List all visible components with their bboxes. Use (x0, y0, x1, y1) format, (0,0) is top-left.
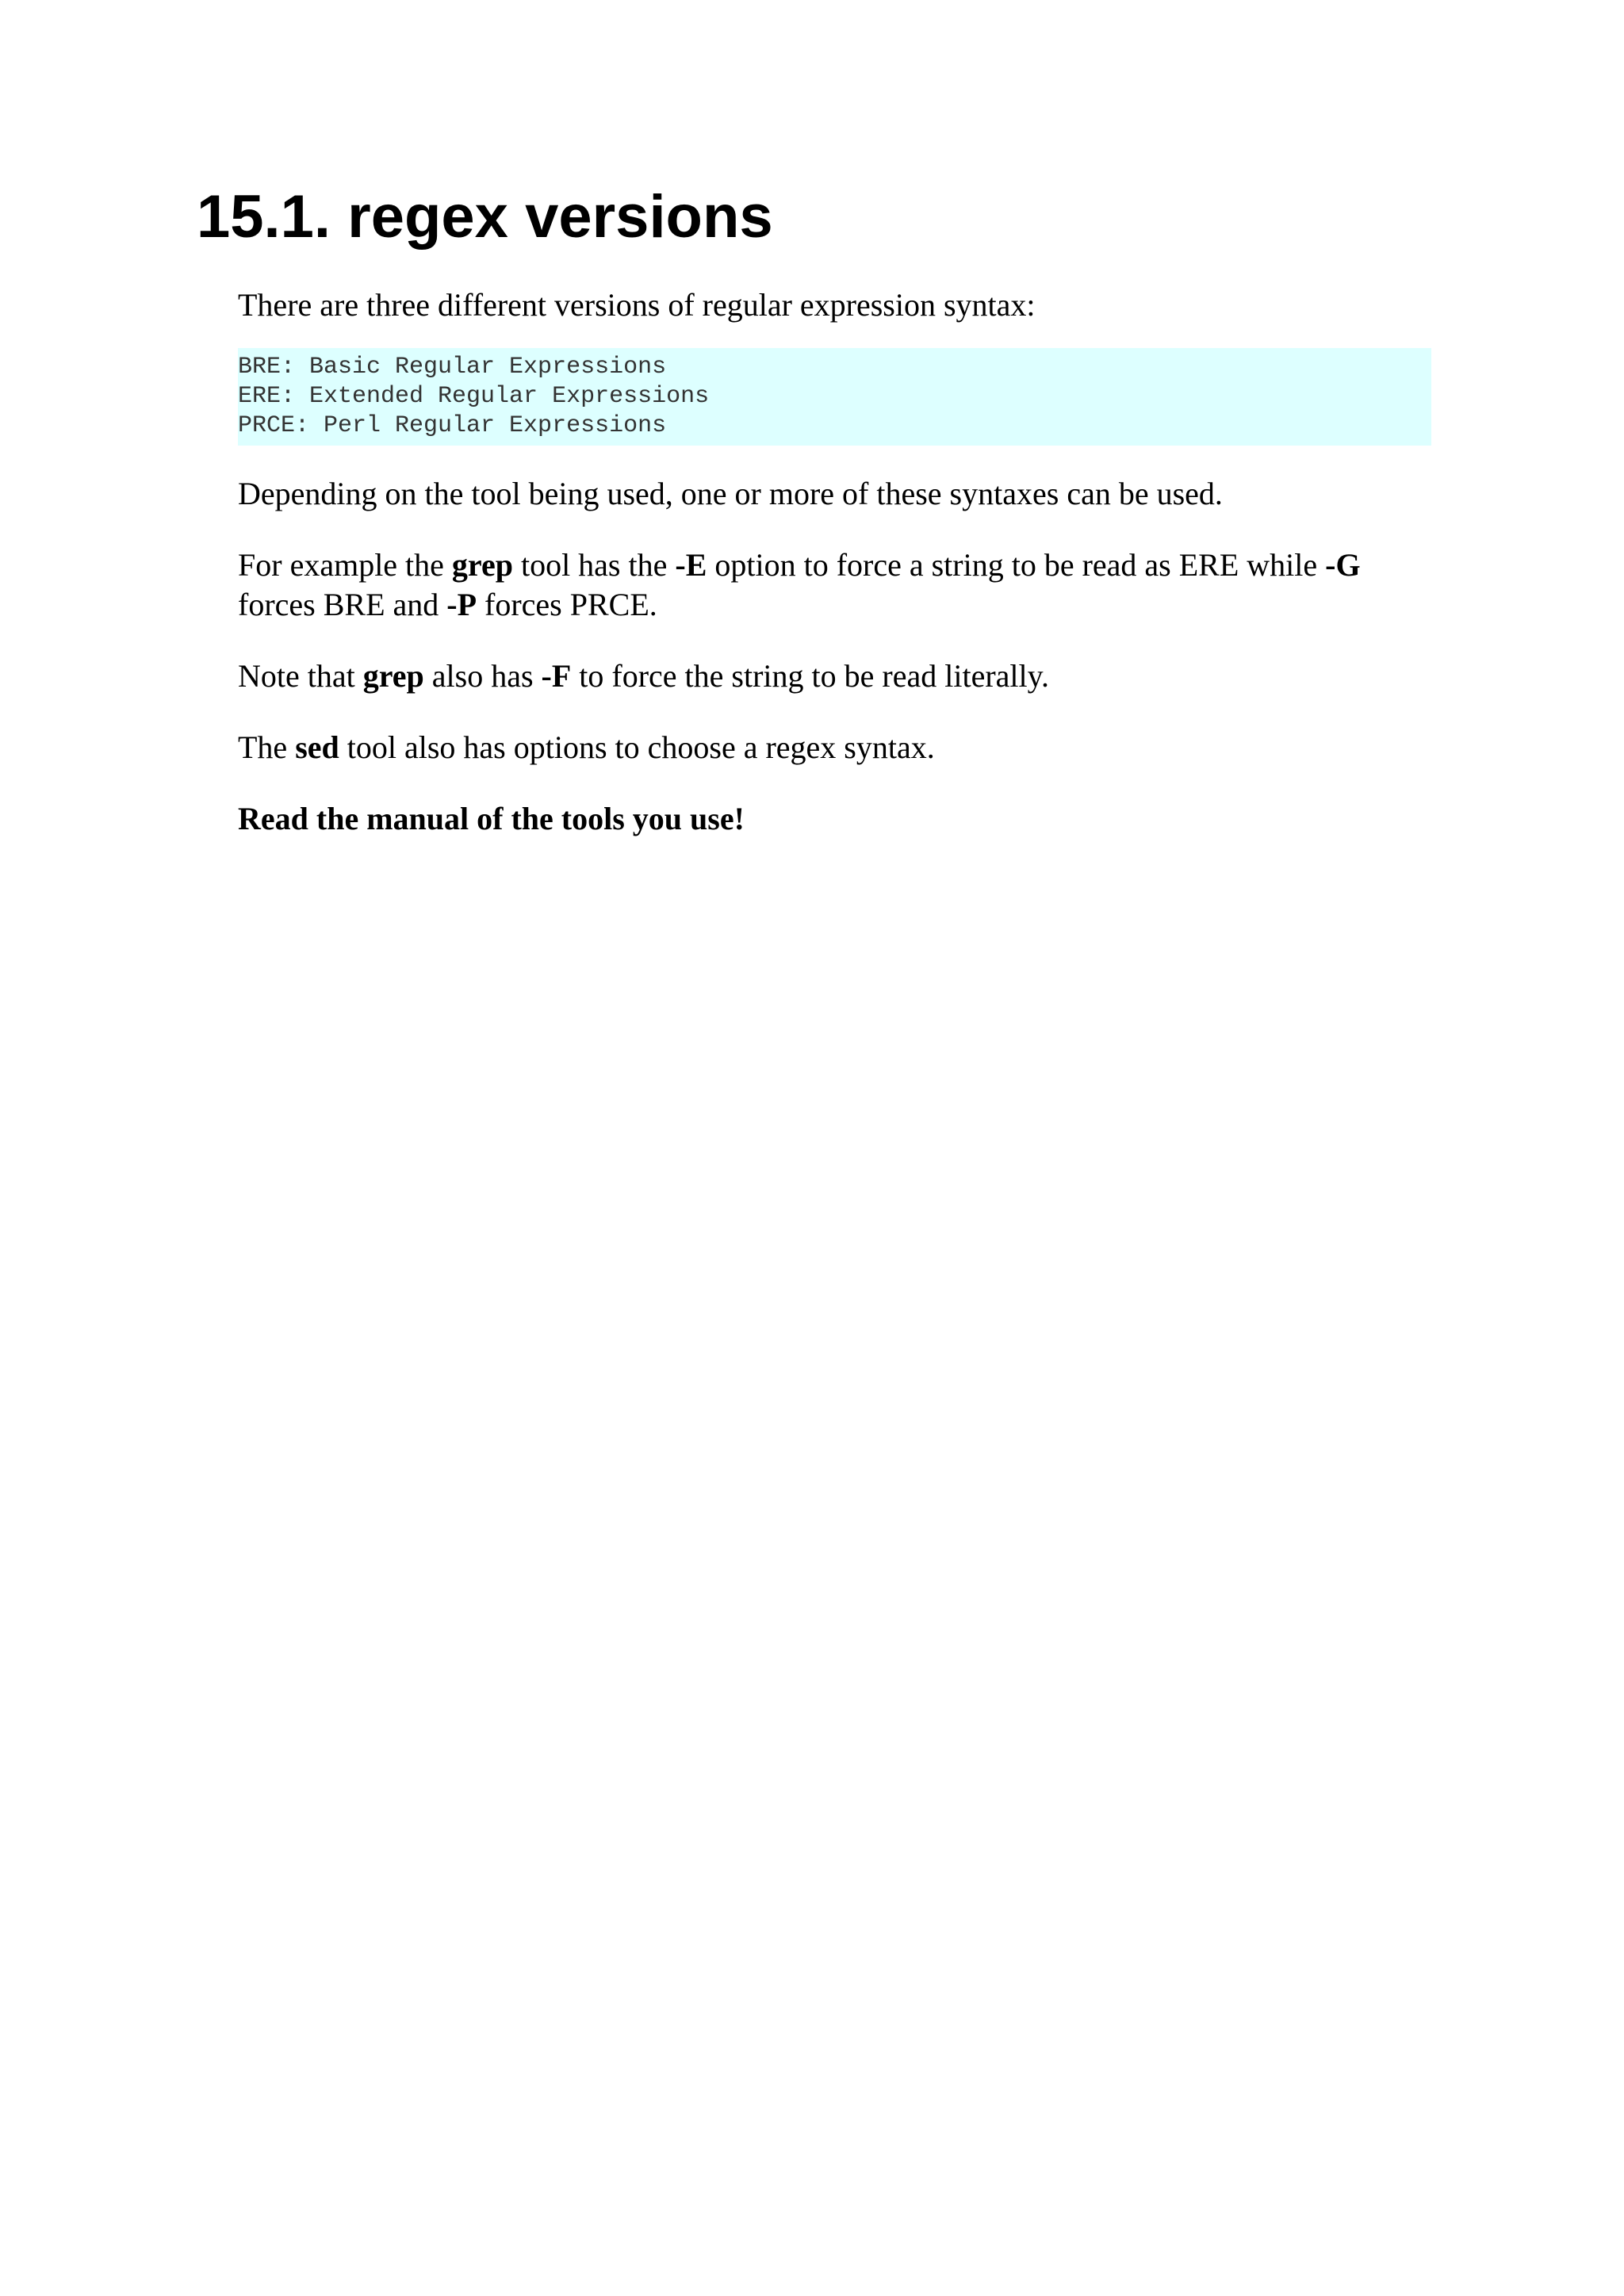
option-f-term: -F (541, 658, 572, 694)
text-run: The (238, 729, 296, 765)
code-line: PRCE: Perl Regular Expressions (238, 412, 667, 439)
section-title: 15.1. regex versions (197, 183, 773, 251)
grep-literal-paragraph (238, 656, 1431, 696)
manual-warning: Read the manual of the tools you use! (238, 801, 745, 836)
code-line: ERE: Extended Regular Expressions (238, 383, 710, 410)
text-run: forces PRCE. (477, 587, 657, 622)
text-run: forces BRE and (238, 587, 447, 622)
intro-paragraph: There are three different versions of regular expression syntax: (238, 287, 1036, 323)
warning-paragraph (238, 799, 1431, 839)
sed-command-term: sed (295, 729, 339, 765)
option-p-term: -P (446, 587, 477, 622)
code-line: BRE: Basic Regular Expressions (238, 354, 667, 381)
option-g-term: -G (1325, 547, 1361, 583)
sed-paragraph (238, 728, 1431, 767)
syntax-usage-paragraph: Depending on the tool being used, one or more of these syntaxes can be used. (238, 476, 1223, 511)
option-e-term: -E (675, 547, 707, 583)
grep-command-term: grep (362, 658, 424, 694)
text-run: Note that (238, 658, 363, 694)
text-run: tool has the (512, 547, 676, 583)
grep-options-paragraph (238, 545, 1431, 625)
code-block (238, 348, 1431, 446)
grep-command-term: grep (451, 547, 513, 583)
text-run: option to force a string to be read as ERE while (707, 547, 1326, 583)
section-content (238, 285, 1431, 839)
text-run: tool also has options to choose a regex syntax. (339, 729, 935, 765)
text-run: to force the string to be read literally. (571, 658, 1050, 694)
text-run: For example the (238, 547, 452, 583)
text-run: also has (423, 658, 542, 694)
